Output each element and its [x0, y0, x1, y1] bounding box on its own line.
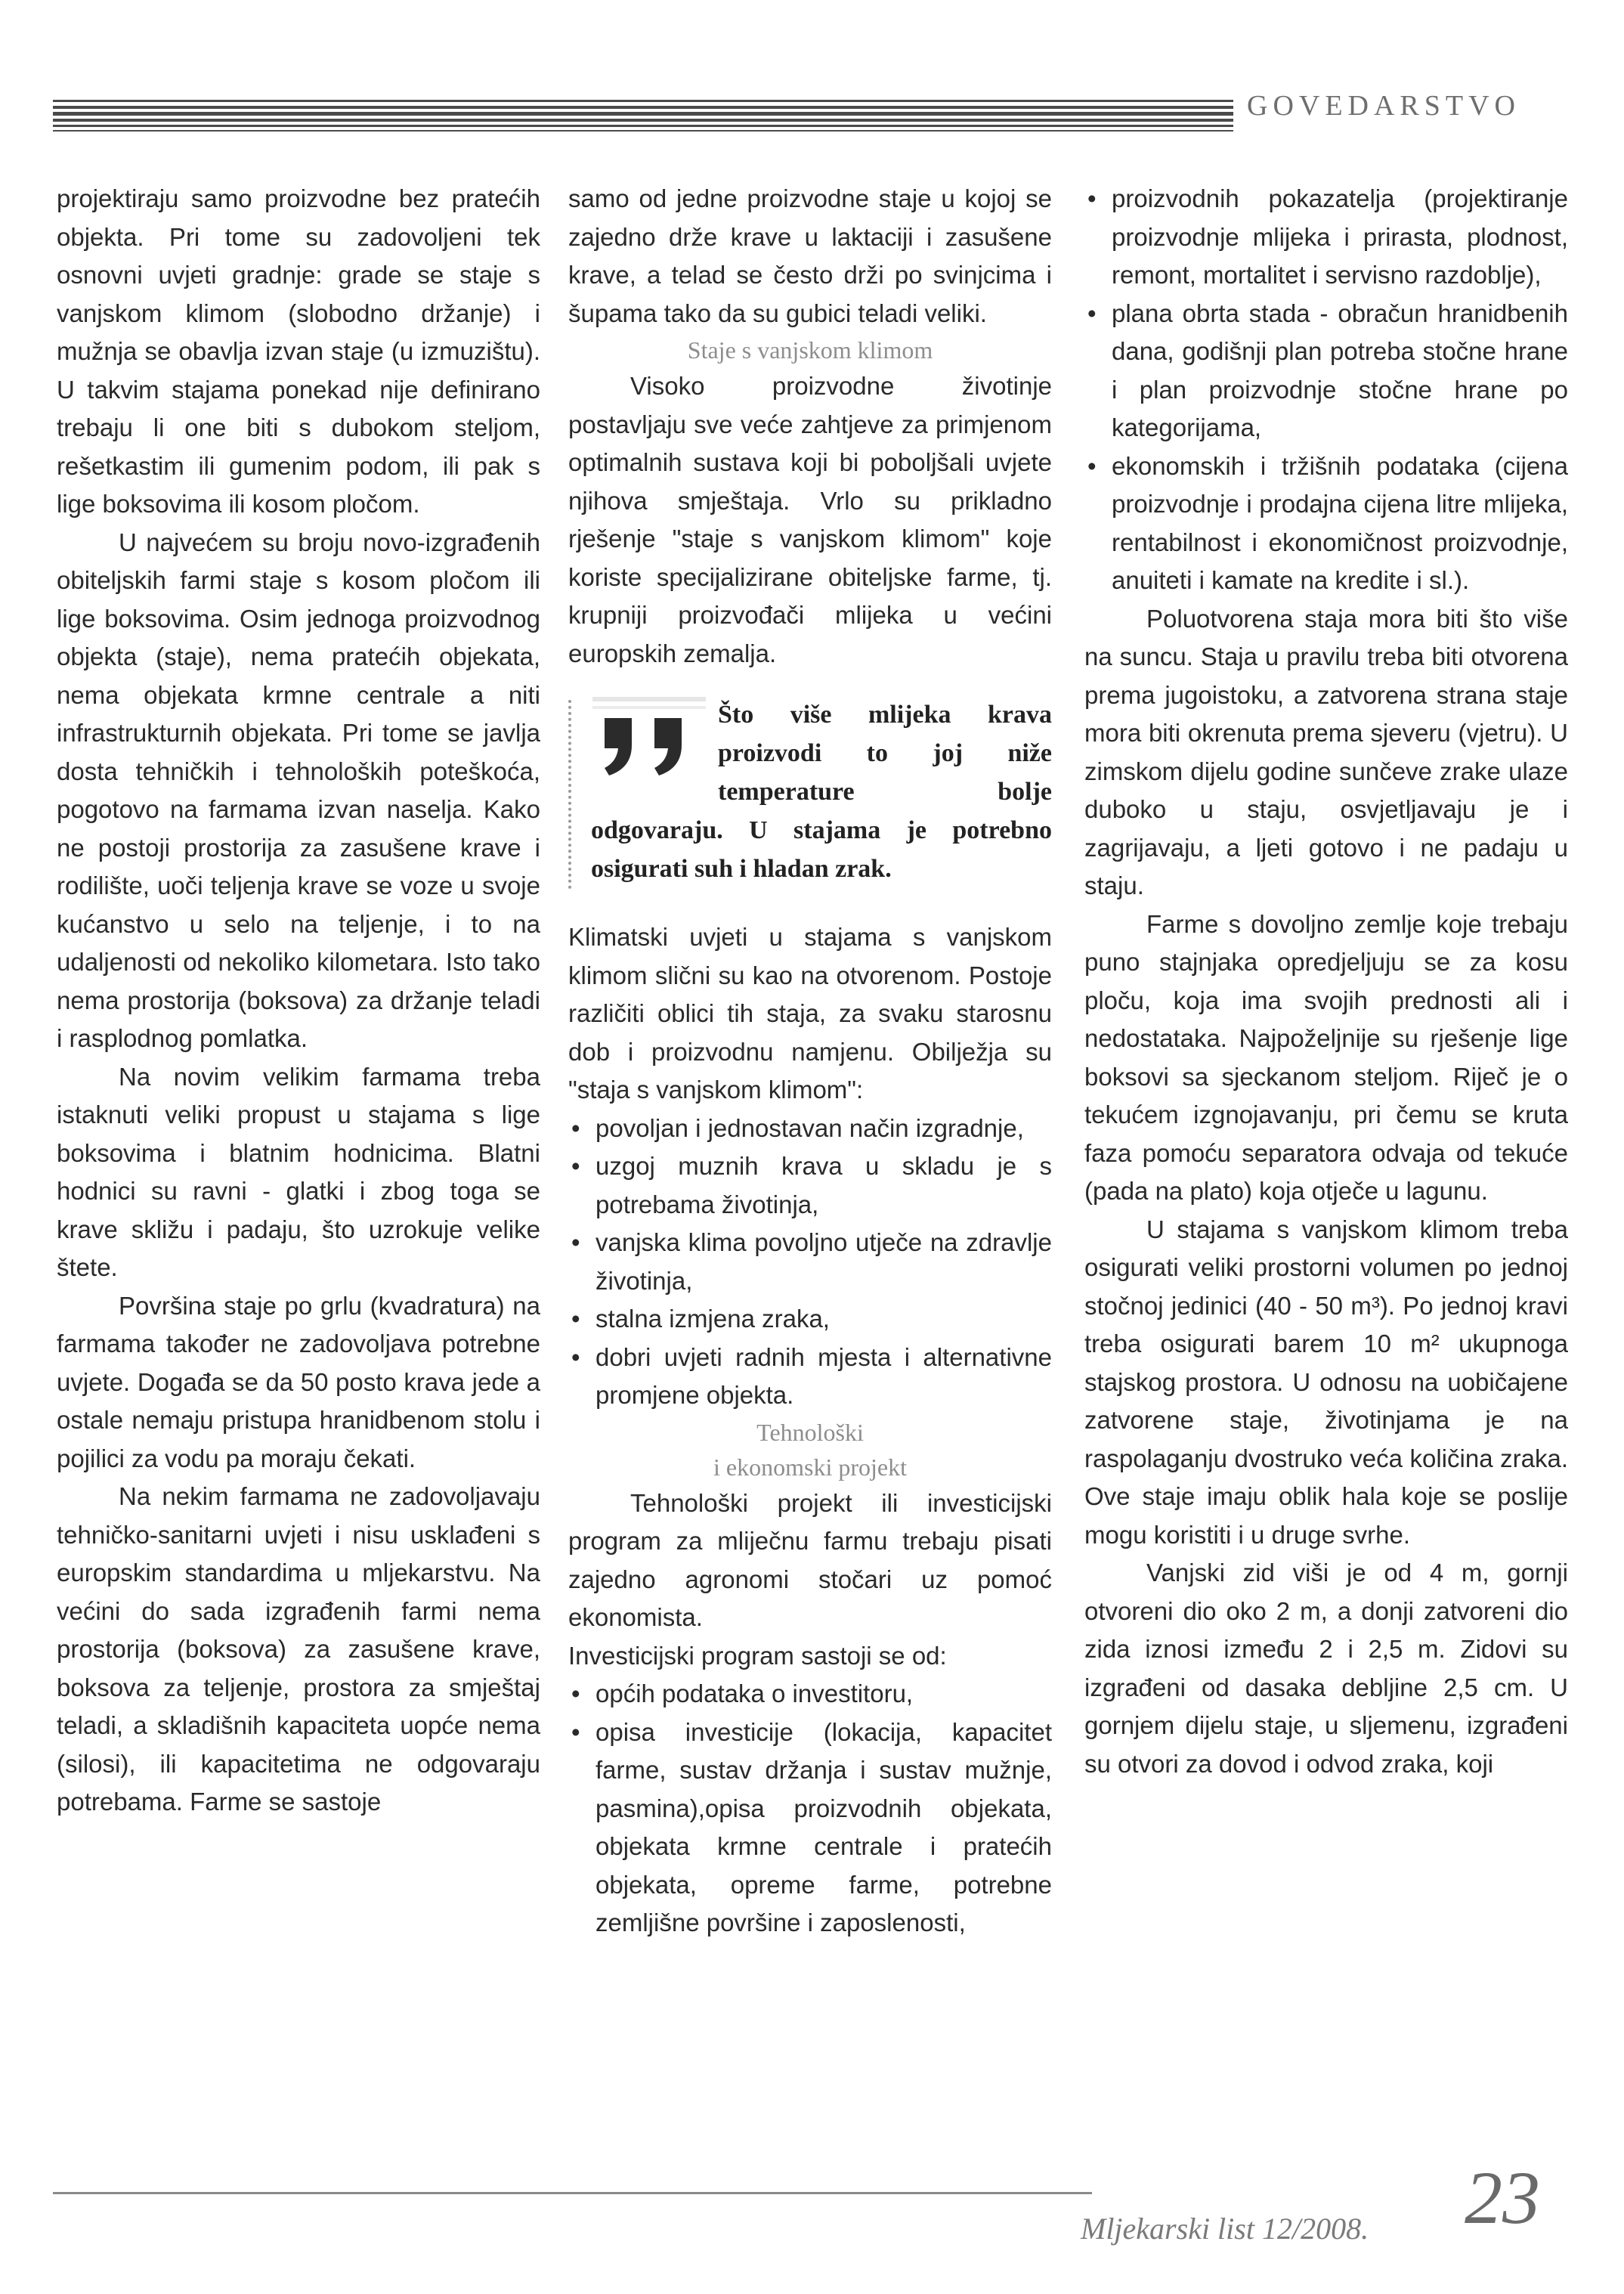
- paragraph: projektiraju samo proizvodne bez pratećih objekta. Pri tome su zadovoljeni tek osnovni uvjeti gradnje: grade se staje s vanjskom klimom (slobodno držanje) i mužnja se obavlja izvan staje (u izmuzištu). U takvim stajama ponekad nije definirano trebaju li one biti s dubokom steljom, rešetkastim ili gumenim podom, ili pak s lige boksovima ili kosom pločom.: [57, 184, 540, 518]
- features-list: [568, 1110, 1052, 1415]
- list-item: • ekonomskih i tržišnih podataka (cijena proizvodnje i prodajna cijena litre mlijeka, rentabilnost i ekonomičnost proizvodnje, anuiteti i kamate na kredite i sl.).: [1084, 447, 1568, 600]
- subheading-technological: Tehnološki: [756, 1418, 864, 1446]
- footer-rule: [53, 2192, 1092, 2194]
- list-item: • općih podataka o investitoru,: [568, 1675, 1052, 1714]
- paragraph: Investicijski program sastoji se od:: [568, 1641, 947, 1670]
- pull-quote-text: Što više mlijeka krava proizvodi to joj niže temperature bolje odgovaraju. U stajama je potrebno osigurati suh i hladan zrak.: [591, 701, 1052, 883]
- quote-marks-icon: [591, 695, 712, 779]
- paragraph: U stajama s vanjskom klimom treba osigurati veliki prostorni volumen po jednoj stočnoj jedinici (40 - 50 m³). Po jednoj kravi treba osigurati barem 10 m² ukupnoga stajskog prostora. U odnosu na uobičajene zatvorene staje, životinjama je na raspolaganju dvostruko veća količina zraka. Ove staje imaju oblik hala koje se poslije mogu koristiti i u druge svrhe.: [1084, 1215, 1568, 1549]
- subheading-outdoor-climate: Staje s vanjskom klimom: [687, 336, 933, 364]
- paragraph: Na novim velikim farmama treba istaknuti veliki propust u stajama s lige boksovima i blatnim hodnicima. Blatni hodnici su ravni - glatki i zbog toga se krave skližu i padaju, što uzrokuje velike štete.: [57, 1062, 540, 1281]
- paragraph: Visoko proizvodne životinje postavljaju sve veće zahtjeve za primjenom optimalnih sustava koji bi poboljšali uvjete njihova smještaja. Vrlo su prikladno rješenje "staje s vanjskom klimom" koje koriste specijalizirane obiteljske farme, tj. krupniji proizvođači mlijeka u većini europskih zemalja.: [568, 372, 1052, 667]
- section-title: GOVEDARSTVO: [1247, 90, 1520, 122]
- list-item: • vanjska klima povoljno utječe na zdravlje životinja,: [568, 1224, 1052, 1300]
- list-item: • dobri uvjeti radnih mjesta i alternativne promjene objekta.: [568, 1339, 1052, 1415]
- paragraph: Površina staje po grlu (kvadratura) na farmama također ne zadovoljava potrebne uvjete. Događa se da 50 posto krava jede a ostale nemaju pristupa hranidbenom stolu i pojilici za vodu pa moraju čekati.: [57, 1291, 540, 1472]
- program-list: [568, 1675, 1052, 1943]
- paragraph: samo od jedne proizvodne staje u kojoj se zajedno drže krave u laktaciji i zasušene krave, a telad se često drži po svinjcima i šupama tako da su gubici teladi veliki.: [568, 184, 1052, 327]
- column-2: [568, 180, 1052, 1943]
- column-1: [57, 180, 540, 1822]
- list-item: • povoljan i jednostavan način izgradnje,: [568, 1110, 1052, 1148]
- paragraph: Klimatski uvjeti u stajama s vanjskom klimom slični su kao na otvorenom. Postoje različiti oblici tih staja, za svaku starosnu dob i proizvodnu namjenu. Obilježja su "staja s vanjskom klimom":: [568, 923, 1052, 1104]
- page-number: 23: [1465, 2156, 1540, 2240]
- list-item: • stalna izmjena zraka,: [568, 1300, 1052, 1339]
- header-rules: [53, 100, 1233, 135]
- column-3: [1084, 180, 1568, 1783]
- list-item: • proizvodnih pokazatelja (projektiranje proizvodnje mlijeka i prirasta, plodnost, remont, mortalitet i servisno razdoblje),: [1084, 180, 1568, 295]
- pull-quote: [568, 695, 1052, 888]
- program-list-continued: [1084, 180, 1568, 600]
- paragraph: Farme s dovoljno zemlje koje trebaju puno stajnjaka opredjeljuju se za kosu ploču, koja ima svojih prednosti ali i nedostataka. Najpoželjnije su rješenje lige boksovi sa sjeckanom steljom. Riječ je o tekućem izgnojavanju, pri čemu se kruta faza pomoću separatora odvaja od tekuće (pada na plato) koja otječe u lagunu.: [1084, 909, 1568, 1205]
- journal-name: Mljekarski list 12/2008.: [1081, 2212, 1369, 2246]
- list-item: • opisa investicije (lokacija, kapacitet farme, sustav držanja i sustav mužnje, pasmina),opisa proizvodnih objekata, objekata krmne centrale i pratećih objekata, opreme farme, potrebne zemljišne površine i zaposlenosti,: [568, 1714, 1052, 1943]
- paragraph: Tehnološki projekt ili investicijski program za mliječnu farmu trebaju pisati zajedno agronomi stočari uz pomoć ekonomista.: [568, 1488, 1052, 1631]
- paragraph: Vanjski zid viši je od 4 m, gornji otvoreni dio oko 2 m, a donji zatvoreni dio zida iznosi između 2 i 2,5 m. Zidovi su izgrađeni od dasaka debljine 2,5 cm. U gornjem dijelu staje, u sljemenu, izgrađeni su otvori za dovod i odvod zraka, koji: [1084, 1559, 1568, 1778]
- list-item: • uzgoj muznih krava u skladu je s potrebama životinja,: [568, 1147, 1052, 1224]
- paragraph: U najvećem su broju novo-izgrađenih obiteljskih farmi staje s kosom pločom ili lige boksovima. Osim jednoga proizvodnog objekta (staje), nema pratećih objekata, nema objekata krmne centrale a niti infrastrukturnih objekata. Pri tome se javlja dosta tehničkih i tehnoloških poteškoća, pogotovo na farmama izvan naselja. Kako ne postoji prostorija za zasušene krave i rodilište, uoči teljenja krave se voze u svoje kućanstvo u selo na teljenje, i to na udaljenosti od nekoliko kilometara. Isto tako nema prostorija (boksova) za držanje teladi i rasplodnog pomlatka.: [57, 528, 540, 1052]
- list-item: • plana obrta stada - obračun hranidbenih dana, godišnji plan potreba stočne hrane i plan proizvodnje stočne hrane po kategorijama,: [1084, 295, 1568, 447]
- subheading-economic-project: i ekonomski projekt: [713, 1453, 907, 1481]
- paragraph: Poluotvorena staja mora biti što više na suncu. Staja u pravilu treba biti otvorena prema jugoistoku, a zatvorena strana staje mora biti okrenuta prema sjeveru (vjetru). U zimskom dijelu godine sunčeve zrake ulaze duboko u staju, osvjetljavaju je i zagrijavaju, a ljeti gotovo i ne padaju u staju.: [1084, 604, 1568, 899]
- quote-dotted-rule: [568, 700, 574, 889]
- paragraph: Na nekim farmama ne zadovoljavaju tehničko-sanitarni uvjeti i nisu usklađeni s europskim standardima u mljekarstvu. Na većini do sada izgrađenih farmi nema prostorija (boksova) za zasušene krave, boksova za teljenje, prostora za smještaj teladi, a skladišnih kapaciteta uopće nema (silosi), ili kapacitetima ne odgovaraju potrebama. Farme se sastoje: [57, 1482, 540, 1816]
